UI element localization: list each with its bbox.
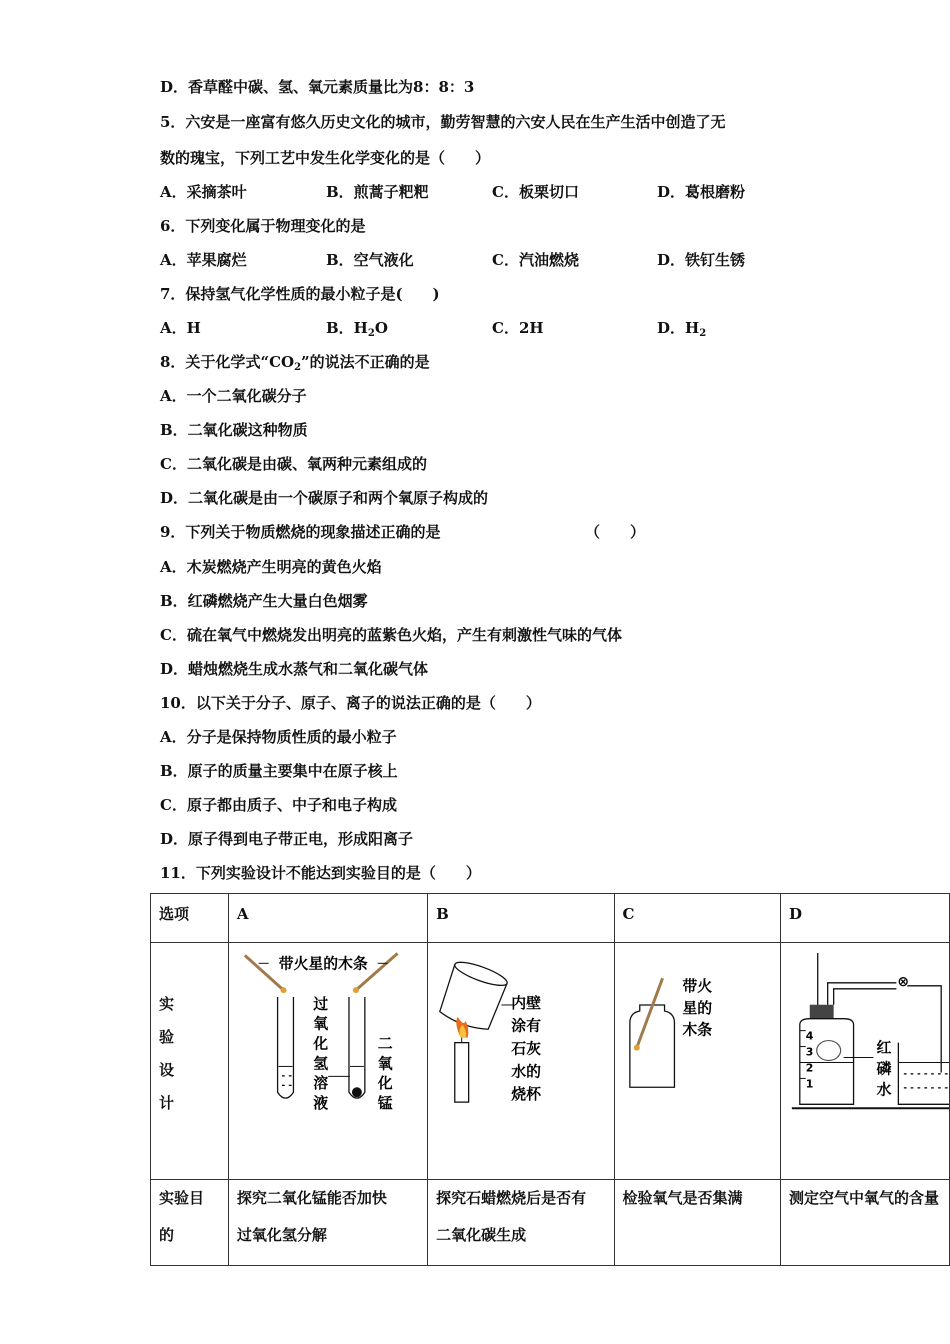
purpose-label-line: 的 [159, 1226, 175, 1244]
figure-a-top-label: 带火星的木条 [278, 954, 368, 973]
figure-b-label-line: 内壁 [511, 993, 542, 1012]
figure-b-label-line: 烧杯 [511, 1085, 542, 1104]
figure-d-label-char: 红 [876, 1038, 892, 1057]
q10-option-c: C．原子都由质子、中子和电子构成 [160, 796, 397, 814]
q8-stem [160, 352, 430, 372]
connecting-tube-inner [834, 989, 897, 1005]
figure-d-scale [806, 1030, 814, 1091]
figure-a [229, 943, 427, 1175]
design-label-char: 实 [159, 995, 175, 1013]
connecting-tube [828, 983, 897, 1005]
q8-option-a: A．一个二氧化碳分子 [160, 387, 307, 405]
figure-a-left-tube-label [312, 995, 328, 1112]
q4-option-d: D．香草醛中碳、氢、氧元素质量比为8：8：3 [160, 78, 475, 96]
spark-left [280, 987, 286, 993]
left-tube-char: 液 [313, 1094, 328, 1113]
q10-option-d: D．原子得到电子带正电，形成阳离子 [160, 830, 414, 848]
design-label-char: 设 [159, 1061, 175, 1079]
beaker [437, 958, 510, 1034]
q8-stem-pre: 8．关于化学式“CO [160, 353, 295, 371]
q9-stem: 9．下列关于物质燃烧的现象描述正确的是 [160, 523, 441, 541]
q6-option-d: D．铁钉生锈 [657, 251, 746, 269]
figure-d-cell [780, 943, 949, 1180]
figure-c [615, 943, 780, 1175]
q5-stem-line2: 数的瑰宝，下列工艺中发生化学变化的是（ ） [160, 149, 491, 167]
figure-d-label-char: 水 [876, 1080, 892, 1099]
q10-option-a: A．分子是保持物质性质的最小粒子 [160, 728, 397, 746]
left-tube-char: 氧 [313, 1014, 328, 1033]
left-tube-char: 溶 [313, 1074, 328, 1093]
purpose-a [228, 1180, 427, 1266]
q9-stem-row [160, 522, 646, 542]
q5-option-b: B．煎蒿子粑粑 [326, 183, 429, 201]
purpose-c-line: 检验氧气是否集满 [622, 1189, 743, 1207]
q8-option-d: D．二氧化碳是由一个碳原子和两个氧原子构成的 [160, 489, 489, 507]
scale-number: 1 [805, 1077, 814, 1091]
right-tube-char: 二 [377, 1034, 393, 1053]
q7-option-d-sub: 2 [699, 328, 707, 339]
q5-stem-line1: 5．六安是一座富有悠久历史文化的城市，勤劳智慧的六安人民在生产生活中创造了无 [160, 113, 726, 131]
left-tube-char: 氢 [313, 1054, 328, 1073]
q6-option-c: C．汽油燃烧 [492, 251, 579, 269]
wood-stick [636, 978, 662, 1047]
figure-d-label [876, 1039, 891, 1099]
q7-option-b-pre: B．H [326, 319, 368, 337]
purpose-d [780, 1180, 949, 1266]
q6-option-b: B．空气液化 [326, 251, 414, 269]
scale-number: 2 [805, 1061, 814, 1075]
scale-number: 3 [805, 1045, 814, 1059]
table-header-row [151, 894, 950, 943]
purpose-d-line: 测定空气中氧气的含量 [788, 1189, 939, 1207]
q8-option-c: C．二氧化碳是由碳、氧两种元素组成的 [160, 455, 427, 473]
q9-answer-paren: （ ） [585, 523, 646, 541]
figure-d [781, 943, 949, 1175]
purpose-row [151, 1180, 950, 1266]
q6-option-a: A．苹果腐烂 [160, 251, 247, 269]
mno2-powder [352, 1087, 362, 1097]
left-tube-char: 过 [313, 994, 328, 1013]
q9-option-c: C．硫在氧气中燃烧发出明亮的蓝紫色火焰，产生有刺激性气味的气体 [160, 626, 622, 644]
design-label [151, 943, 229, 1180]
right-tube-char: 氧 [377, 1054, 393, 1073]
q7-option-d-pre: D．H [657, 319, 700, 337]
q7-option-b-sub: 2 [367, 328, 375, 339]
q7-option-a: A．H [160, 319, 201, 337]
header-b: B [428, 894, 614, 943]
purpose-label [151, 1180, 229, 1266]
water-marks: - - - - - - - [903, 1069, 949, 1080]
figure-c-label-line: 带火 [681, 977, 712, 996]
q7-option-d [657, 318, 706, 338]
header-d: D [780, 894, 949, 943]
figure-b [428, 943, 613, 1175]
red-phosphorus-cloud [817, 1041, 841, 1061]
figure-b-cell [428, 943, 614, 1180]
liquid-marks: - - [281, 1071, 292, 1082]
figure-a-right-tube-label [377, 1035, 393, 1112]
q7-option-b [326, 318, 388, 338]
q7-option-c: C．2H [492, 319, 544, 337]
figure-c-label-line: 星的 [681, 998, 712, 1017]
left-tube-char: 化 [313, 1034, 328, 1053]
figure-c-cell [614, 943, 780, 1180]
purpose-b-line: 探究石蜡燃烧后是否有 [436, 1189, 587, 1207]
q5-option-a: A．采摘茶叶 [160, 183, 247, 201]
figure-b-label-line: 涂有 [511, 1016, 542, 1035]
header-c: C [614, 894, 780, 943]
figure-b-label-line: 水的 [511, 1062, 542, 1081]
q9-option-d: D．蜡烛燃烧生成水蒸气和二氧化碳气体 [160, 660, 429, 678]
q7-stem: 7．保持氢气化学性质的最小粒子是( ) [160, 285, 440, 303]
q7-option-b-post: O [374, 319, 388, 337]
q5-option-d: D．葛根磨粉 [657, 183, 746, 201]
water-marks: - - - - - - - [903, 1083, 949, 1094]
q8-stem-sub: 2 [294, 362, 302, 373]
figure-d-label-char: 磷 [876, 1059, 892, 1078]
header-a: A [228, 894, 427, 943]
outlet-tube [907, 986, 941, 1073]
purpose-c [614, 1180, 780, 1266]
q6-stem: 6．下列变化属于物理变化的是 [160, 217, 366, 235]
test-tube-right [349, 997, 365, 1098]
q9-option-a: A．木炭燃烧产生明亮的黄色火焰 [160, 558, 382, 576]
right-tube-char: 锰 [377, 1094, 393, 1113]
design-label-char: 计 [159, 1094, 175, 1112]
purpose-label-line: 实验目 [159, 1189, 205, 1207]
spark-right [353, 987, 359, 993]
figure-b-label-line: 石灰 [511, 1039, 542, 1058]
q11-stem: 11．下列实验设计不能达到实验目的是（ ） [160, 864, 481, 882]
figure-b-label [510, 994, 542, 1103]
scale-number: 4 [805, 1029, 814, 1043]
figure-c-label [682, 977, 712, 1039]
spark [633, 1045, 639, 1051]
q10-stem: 10．以下关于分子、原子、离子的说法正确的是（ ） [160, 694, 541, 712]
design-row [151, 943, 950, 1180]
purpose-a-line: 探究二氧化锰能否加快 [236, 1189, 387, 1207]
design-label-char: 验 [159, 1028, 175, 1046]
header-option: 选项 [151, 894, 229, 943]
q8-stem-post: ”的说法不正确的是 [301, 353, 430, 371]
experiment-table [150, 893, 950, 1266]
candle [455, 1043, 469, 1102]
purpose-a-line: 过氧化氢分解 [236, 1226, 327, 1244]
figure-c-label-line: 木条 [681, 1020, 712, 1039]
q8-option-b: B．二氧化碳这种物质 [160, 421, 308, 439]
q9-option-b: B．红磷燃烧产生大量白色烟雾 [160, 592, 368, 610]
right-tube-char: 化 [377, 1074, 393, 1093]
figure-a-cell [228, 943, 427, 1180]
stopper [810, 1005, 834, 1019]
liquid-marks: - - [281, 1081, 292, 1092]
purpose-b-line: 二氧化碳生成 [436, 1226, 527, 1244]
clamp-icon: ⊗ [897, 973, 910, 990]
q5-option-c: C．板栗切口 [492, 183, 579, 201]
q10-option-b: B．原子的质量主要集中在原子核上 [160, 762, 398, 780]
purpose-b [428, 1180, 614, 1266]
